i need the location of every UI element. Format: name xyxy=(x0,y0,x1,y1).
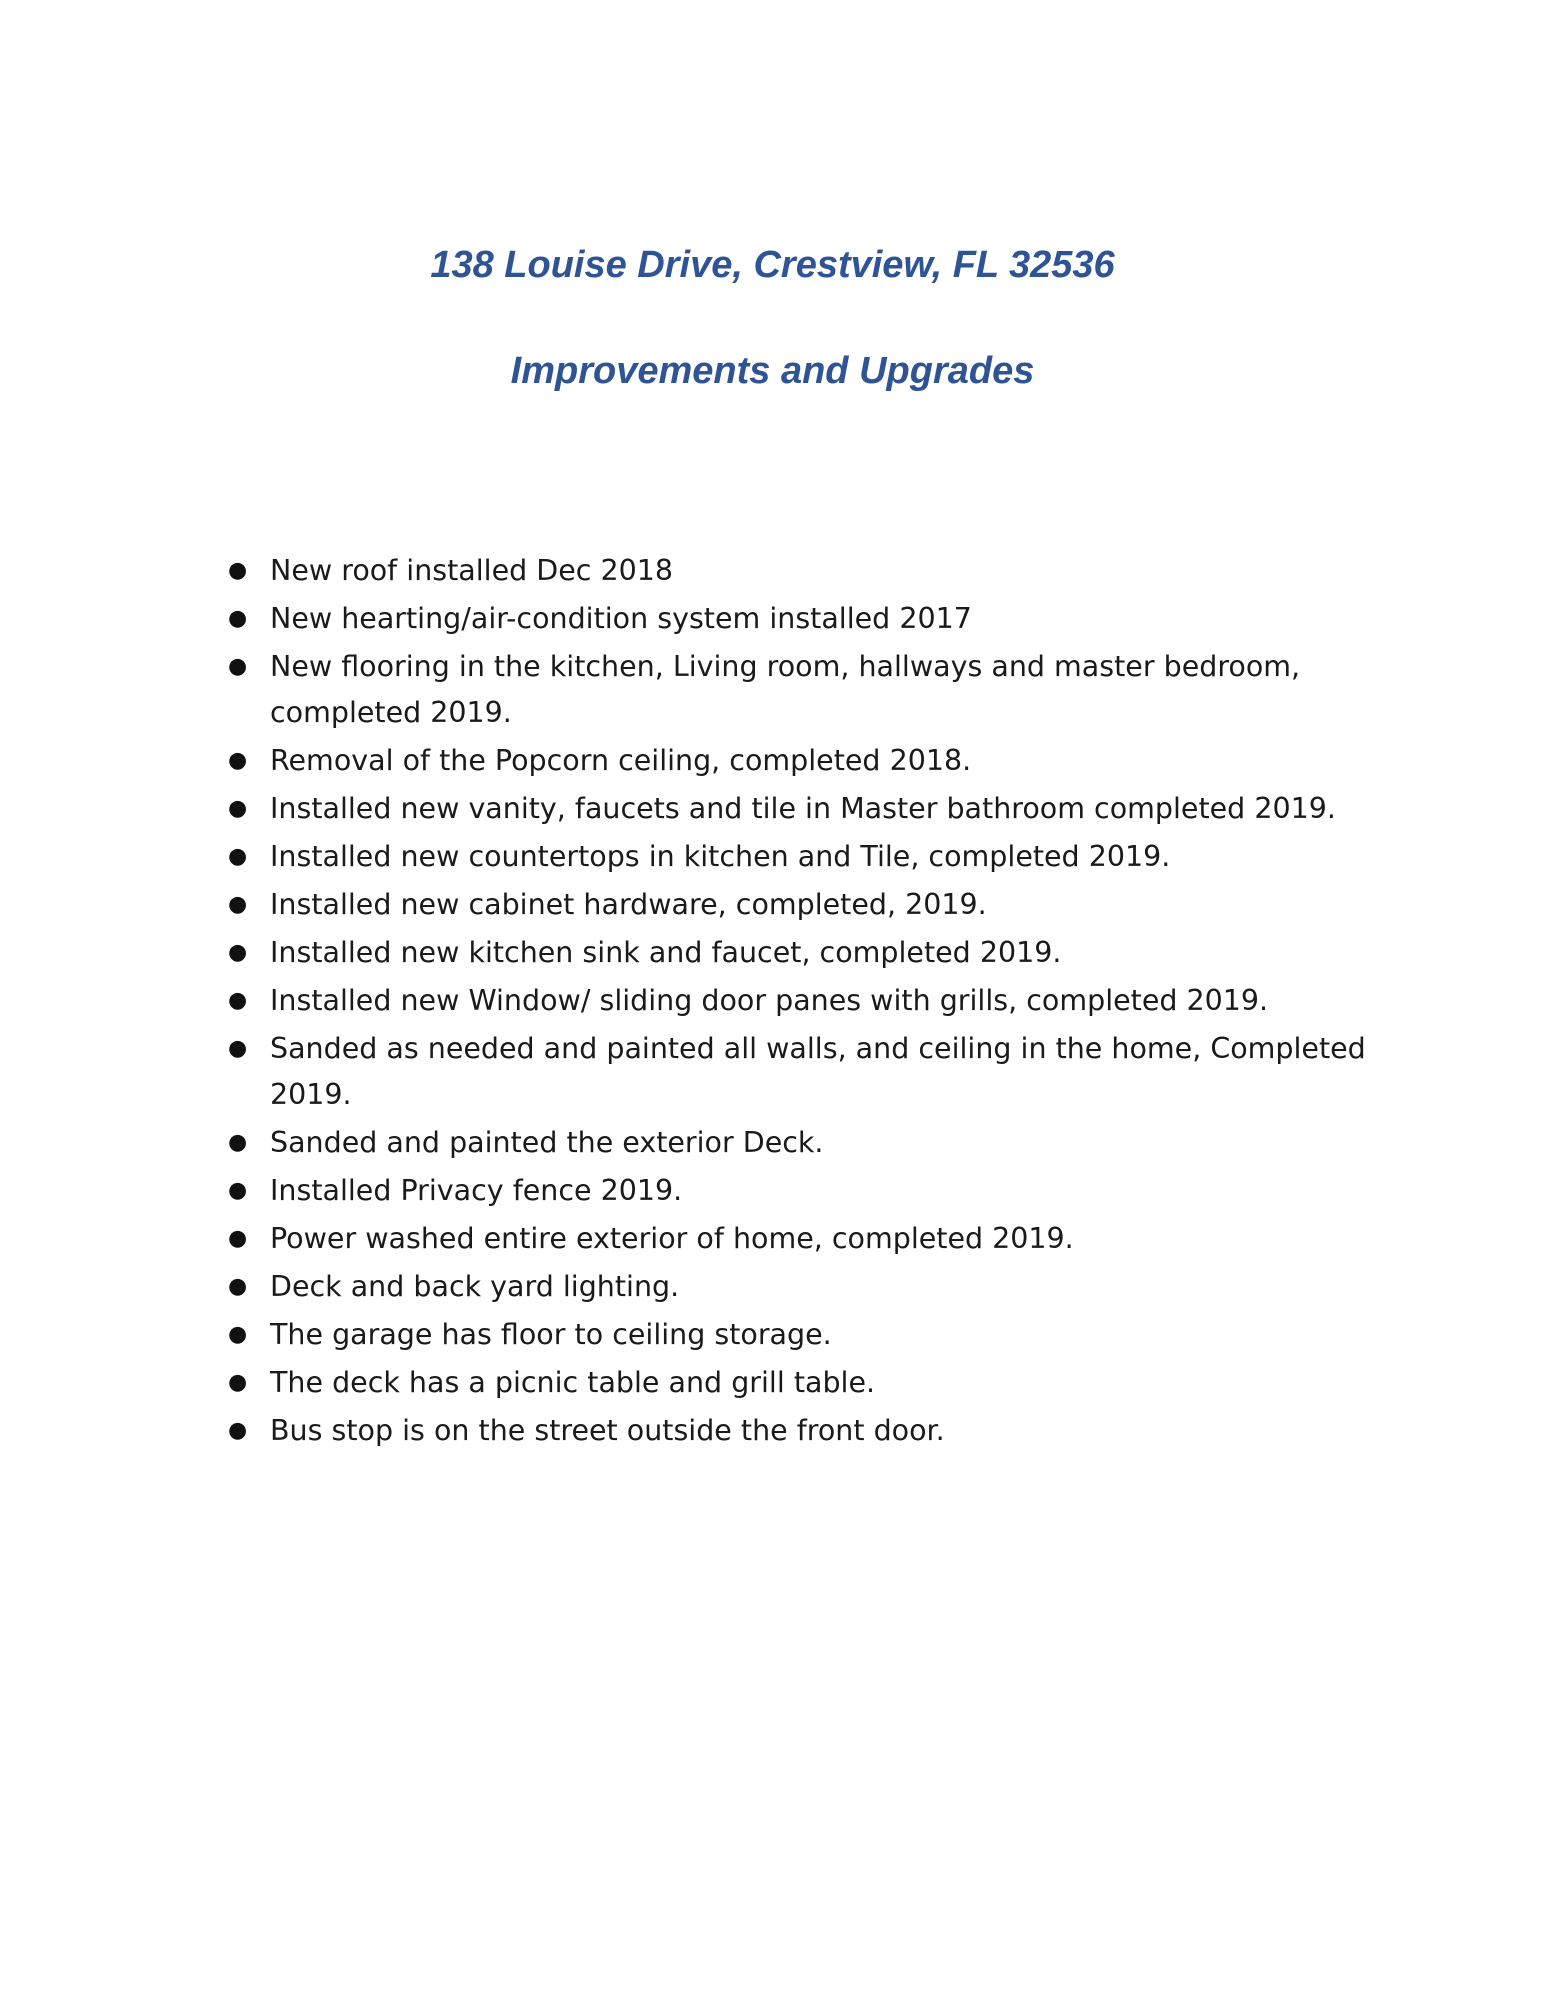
list-item-text: Bus stop is on the street outside the front door. xyxy=(270,1414,945,1447)
list-item xyxy=(225,1312,1375,1358)
list-item-text: Removal of the Popcorn ceiling, completed 2018. xyxy=(270,744,972,777)
bullet-icon: ● xyxy=(228,654,248,679)
list-item xyxy=(225,834,1375,880)
list-item-text: New flooring in the kitchen, Living room, hallways and master bedroom, completed 2019. xyxy=(270,650,1301,729)
bullet-icon: ● xyxy=(228,1178,248,1203)
list-item-text: Installed new countertops in kitchen and Tile, completed 2019. xyxy=(270,840,1171,873)
bullet-icon: ● xyxy=(228,1274,248,1299)
list-item-text: Installed new kitchen sink and faucet, completed 2019. xyxy=(270,936,1062,969)
bullet-icon: ● xyxy=(228,1322,248,1347)
list-item xyxy=(225,930,1375,976)
list-item xyxy=(225,882,1375,928)
list-item xyxy=(225,1408,1375,1454)
bullet-icon: ● xyxy=(228,844,248,869)
bullet-icon: ● xyxy=(228,1370,248,1395)
list-item xyxy=(225,1026,1375,1118)
list-item-text: Installed new cabinet hardware, completed, 2019. xyxy=(270,888,987,921)
list-item-text: The deck has a picnic table and grill table. xyxy=(270,1366,876,1399)
bullet-icon: ● xyxy=(228,940,248,965)
list-item-text: Installed new Window/ sliding door panes with grills, completed 2019. xyxy=(270,984,1269,1017)
bullet-icon: ● xyxy=(228,892,248,917)
list-item xyxy=(225,644,1375,736)
bullet-icon: ● xyxy=(228,748,248,773)
list-item xyxy=(225,1168,1375,1214)
bullet-icon: ● xyxy=(228,1130,248,1155)
list-item xyxy=(225,548,1375,594)
list-item-text: Power washed entire exterior of home, completed 2019. xyxy=(270,1222,1074,1255)
list-item xyxy=(225,786,1375,832)
list-item-text: New roof installed Dec 2018 xyxy=(270,554,674,587)
list-item xyxy=(225,596,1375,642)
list-item xyxy=(225,1264,1375,1310)
list-item xyxy=(225,738,1375,784)
list-item xyxy=(225,1360,1375,1406)
section-title: Improvements and Upgrades xyxy=(510,350,1035,392)
bullet-icon: ● xyxy=(228,558,248,583)
bullet-icon: ● xyxy=(228,988,248,1013)
bullet-icon: ● xyxy=(228,1036,248,1061)
bullet-icon: ● xyxy=(228,1226,248,1251)
bullet-icon: ● xyxy=(228,796,248,821)
list-item-text: Installed Privacy fence 2019. xyxy=(270,1174,683,1207)
list-item-text: Sanded as needed and painted all walls, and ceiling in the home, Completed 2019. xyxy=(270,1032,1366,1111)
list-item-text: Sanded and painted the exterior Deck. xyxy=(270,1126,824,1159)
list-item-text: Installed new vanity, faucets and tile in Master bathroom completed 2019. xyxy=(270,792,1336,825)
bullet-icon: ● xyxy=(228,1418,248,1443)
improvements-list xyxy=(225,548,1375,1456)
list-item-text: The garage has floor to ceiling storage. xyxy=(270,1318,832,1351)
list-item-text: New hearting/air-condition system installed 2017 xyxy=(270,602,972,635)
list-item xyxy=(225,978,1375,1024)
bullet-icon: ● xyxy=(228,606,248,631)
list-item xyxy=(225,1216,1375,1262)
list-item-text: Deck and back yard lighting. xyxy=(270,1270,680,1303)
address-title: 138 Louise Drive, Crestview, FL 32536 xyxy=(430,244,1115,286)
list-item xyxy=(225,1120,1375,1166)
